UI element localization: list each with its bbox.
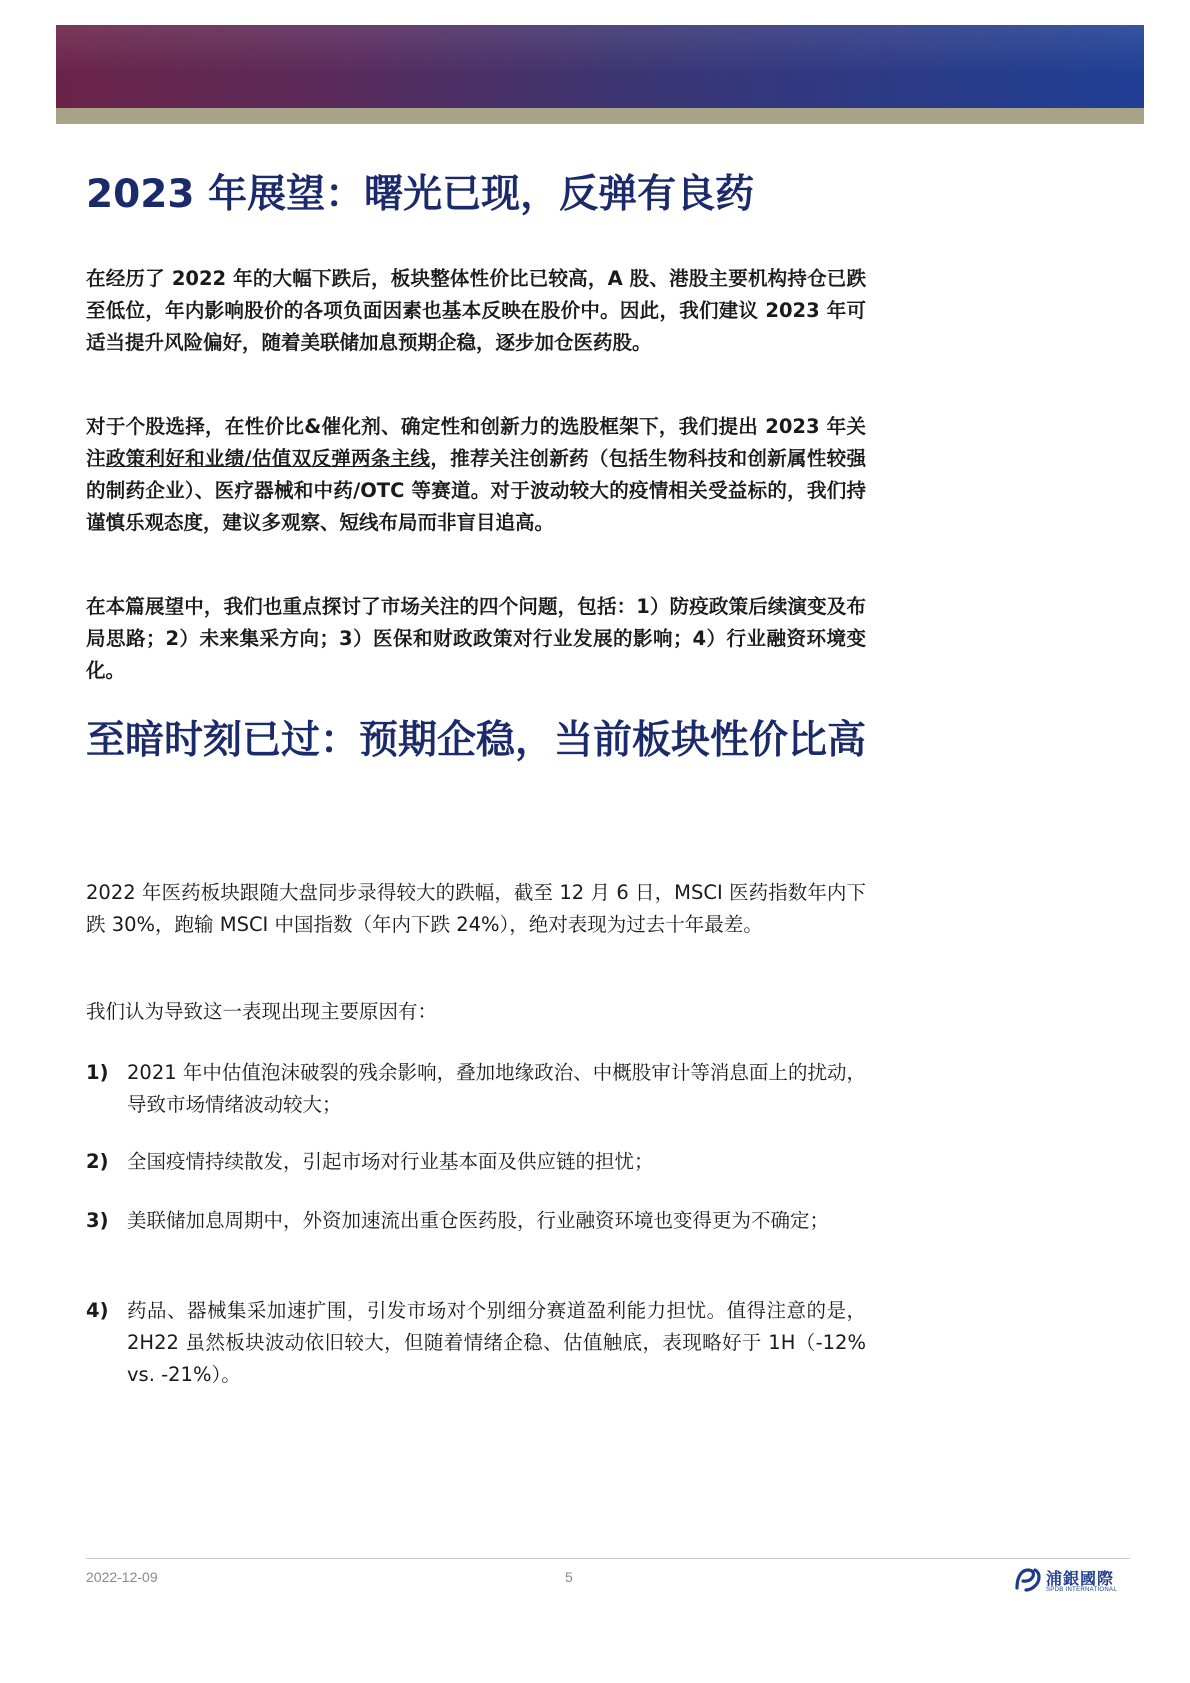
footer-divider bbox=[86, 1558, 1130, 1559]
underlined-key-themes: 政策利好和业绩/估值双反弹两条主线 bbox=[105, 447, 431, 470]
list-item-number: 3) bbox=[86, 1209, 109, 1232]
list-item bbox=[86, 1057, 866, 1121]
list-item-text: 药品、器械集采加速扩围，引发市场对个别细分赛道盈利能力担忧。值得注意的是，2H22 虽然板块波动依旧较大，但随着情绪企稳、估值触底，表现略好于 1H（-12% vs. -21%）。 bbox=[127, 1299, 866, 1386]
paragraph-four-questions: 在本篇展望中，我们也重点探讨了市场关注的四个问题，包括：1）防疫政策后续演变及布局思路；2）未来集采方向；3）医保和财政政策对行业发展的影响；4）行业融资环境变化。 bbox=[86, 595, 866, 682]
paragraph-2022-performance: 2022 年医药板块跟随大盘同步录得较大的跌幅，截至 12 月 6 日，MSCI 医药指数年内下跌 30%，跑输 MSCI 中国指数（年内下跌 24%），绝对表现为过去十年最差。 bbox=[86, 881, 866, 936]
list-item-number: 2) bbox=[86, 1150, 109, 1173]
logo-text-en: SPDB INTERNATIONAL bbox=[1046, 1587, 1117, 1593]
paragraph-stock-selection bbox=[86, 411, 866, 539]
footer-date: 2022-12-09 bbox=[86, 1569, 158, 1585]
header-banner-band bbox=[56, 108, 1144, 124]
list-item-number: 4) bbox=[86, 1299, 109, 1322]
paragraph-stock-selection-lead: 对于个股选择，在性价比&催化剂、确定性和创新力的选股框架下，我们提出 2023 年关注 bbox=[86, 415, 866, 470]
section-heading-darkest-passed: 至暗时刻已过：预期企稳，当前板块性价比高 bbox=[86, 718, 867, 763]
list-item bbox=[86, 1146, 866, 1178]
list-item-text: 2021 年中估值泡沫破裂的残余影响，叠加地缘政治、中概股审计等消息面上的扰动，导致市场情绪波动较大； bbox=[127, 1061, 866, 1116]
header-banner bbox=[56, 25, 1144, 108]
paragraph-stock-selection-rest: ，推荐关注创新药（包括生物科技和创新属性较强的制药企业）、医疗器械和中药/OTC 等赛道。对于波动较大的疫情相关受益标的，我们持谨慎乐观态度，建议多观察、短线布局而非盲目追高。 bbox=[86, 447, 866, 534]
list-item-number: 1) bbox=[86, 1061, 109, 1084]
spdb-logo-icon bbox=[1014, 1566, 1042, 1592]
spdb-logo bbox=[1014, 1564, 1134, 1598]
list-item bbox=[86, 1205, 866, 1237]
logo-text-cn: 浦銀國際 bbox=[1046, 1569, 1115, 1588]
list-item-text: 美联储加息周期中，外资加速流出重仓医药股，行业融资环境也变得更为不确定； bbox=[127, 1209, 830, 1232]
paragraph-reasons-intro: 我们认为导致这一表现出现主要原因有： bbox=[86, 1000, 438, 1023]
list-item bbox=[86, 1295, 866, 1391]
paragraph-outlook-summary: 在经历了 2022 年的大幅下跌后，板块整体性价比已较高，A 股、港股主要机构持仓已跌至低位，年内影响股价的各项负面因素也基本反映在股价中。因此，我们建议 2023 年可适当提升风险偏好，随着美联储加息预期企稳，逐步加仓医药股。 bbox=[86, 267, 866, 354]
list-item-text: 全国疫情持续散发，引起市场对行业基本面及供应链的担忧； bbox=[127, 1150, 654, 1173]
page-number: 5 bbox=[565, 1569, 573, 1585]
section-heading-outlook: 2023 年展望：曙光已现，反弹有良药 bbox=[86, 172, 755, 217]
